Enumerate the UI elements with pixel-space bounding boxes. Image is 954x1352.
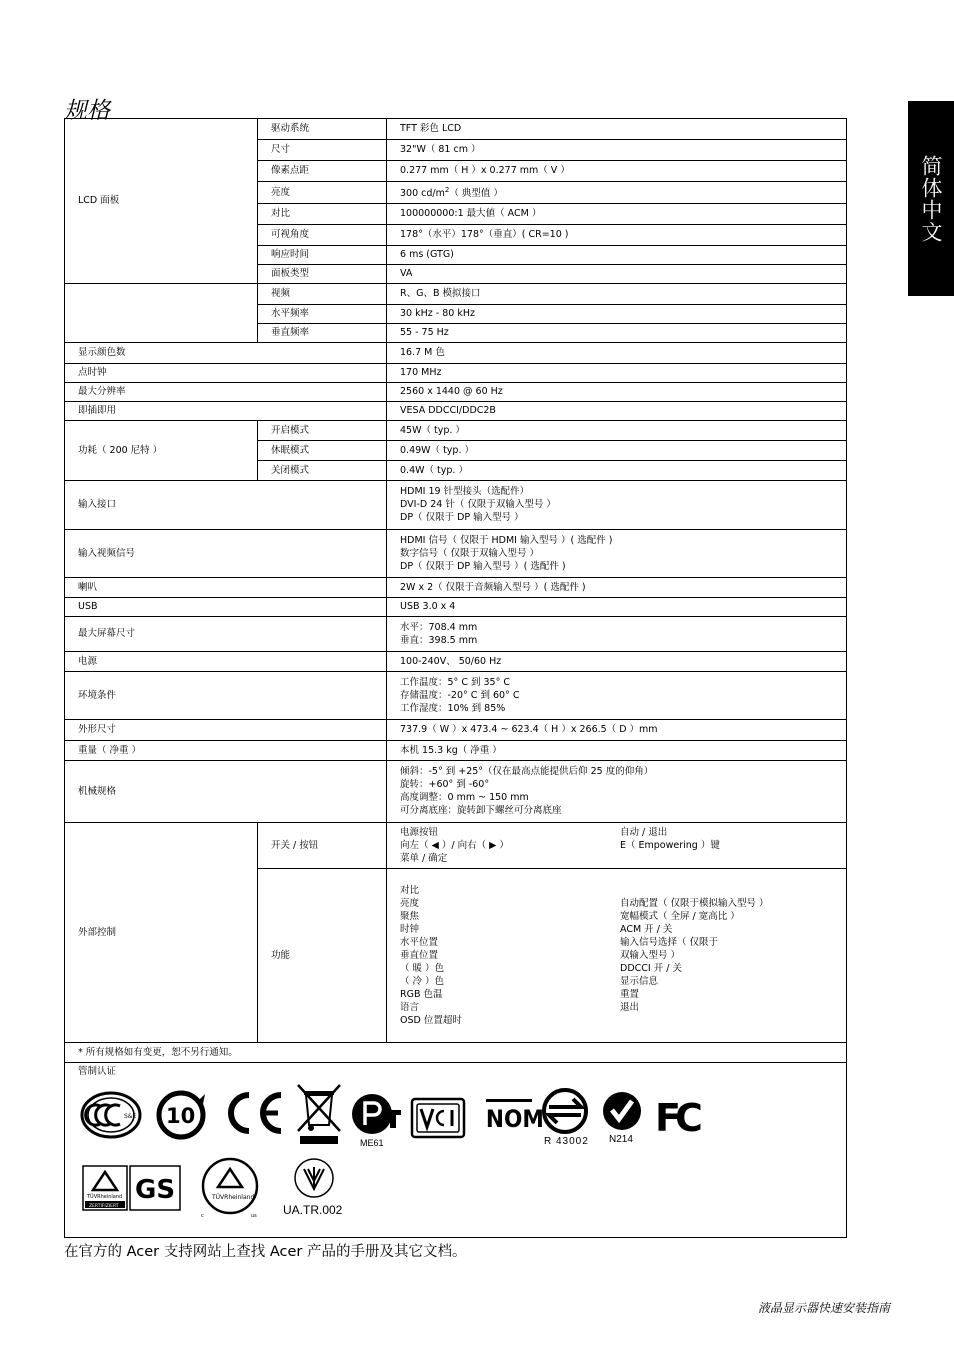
- table-row: [65, 578, 847, 598]
- table-row: [65, 421, 847, 441]
- vcci-logo: [410, 1097, 466, 1141]
- spec-key: 机械规格: [65, 761, 387, 823]
- spec-value: 100000000:1 最大値（ ACM ）: [387, 204, 847, 225]
- control-list-right: 自动 / 退出 E（ Empowering ）键: [620, 826, 720, 851]
- spec-key: 关闭模式: [258, 461, 387, 481]
- ten-year-text: 10: [166, 1104, 196, 1129]
- table-row: [65, 284, 847, 305]
- tuv-cert-text: ZERTIFIZIERT: [89, 1204, 119, 1210]
- table-row: [65, 720, 847, 741]
- spec-key: 休眠模式: [258, 441, 387, 461]
- language-tab: [908, 101, 954, 296]
- certifications-label: 管制认证: [78, 1066, 117, 1078]
- spec-value: [387, 823, 847, 869]
- table-row: [65, 823, 847, 869]
- spec-value: VA: [387, 265, 847, 284]
- group-label-power: 功耗（ 200 尼特 ）: [65, 421, 258, 481]
- superscript: 2: [444, 186, 450, 194]
- table-row: [65, 1043, 847, 1063]
- footer-text: 在官方的 Acer 支持网站上查找 Acer 产品的手册及其它文档。: [64, 1244, 467, 1260]
- spec-key: 视频: [258, 284, 387, 305]
- table-row: [65, 364, 847, 383]
- spec-value: 30 kHz - 80 kHz: [387, 305, 847, 324]
- ccc-logo: [80, 1091, 142, 1139]
- spec-key: 最大屏幕尺寸: [65, 617, 387, 652]
- spec-key: USB: [65, 598, 387, 617]
- n214-text: N214: [609, 1134, 633, 1146]
- table-row: [65, 761, 847, 823]
- spec-value-text: 300 cd/m: [400, 188, 445, 200]
- spec-key: 功能: [258, 869, 387, 1043]
- tuv-text: TÜVRheinland: [87, 1194, 123, 1201]
- spec-key: 最大分辨率: [65, 383, 387, 402]
- spec-value: 6 ms (GTG): [387, 246, 847, 265]
- spec-key: 点时钟: [65, 364, 387, 383]
- table-row: [65, 617, 847, 652]
- spec-value-text: （ 典型值 ）: [449, 188, 503, 200]
- me61-text: ME61: [360, 1138, 384, 1149]
- ua-tr-text: UA.TR.002: [283, 1203, 343, 1218]
- group-label-lcd: LCD 面板: [65, 119, 258, 284]
- spec-value: [387, 869, 847, 1043]
- spec-key: 亮度: [258, 182, 387, 204]
- spec-key: 驱动系统: [258, 119, 387, 140]
- spec-value: 0.49W（ typ. ）: [387, 441, 847, 461]
- two-column-list: [400, 884, 840, 1027]
- spec-key: 水平频率: [258, 305, 387, 324]
- spec-value: 32"W（ 81 cm ）: [387, 140, 847, 161]
- table-row: [65, 1063, 847, 1238]
- spec-key: 开启模式: [258, 421, 387, 441]
- spec-value: 水平：708.4 mm 垂直：398.5 mm: [387, 617, 847, 652]
- us-mark-text: us: [251, 1213, 257, 1220]
- spec-value: 2W x 2（ 仅限于音频输入型号 ）( 选配件 ): [387, 578, 847, 598]
- certifications-cell: [65, 1063, 847, 1238]
- table-row: [65, 119, 847, 140]
- n214-check-logo: [602, 1091, 642, 1131]
- spec-key: 外形尺寸: [65, 720, 387, 741]
- spec-note: * 所有规格如有变更，恕不另行通知。: [65, 1043, 847, 1063]
- group-label-external-controls: 外部控制: [65, 823, 258, 1043]
- language-tab-label: 简体中文: [919, 154, 943, 243]
- spec-key: 可视角度: [258, 225, 387, 246]
- spec-key: 开关 / 按钮: [258, 823, 387, 869]
- table-row: [65, 672, 847, 720]
- spec-value: USB 3.0 x 4: [387, 598, 847, 617]
- table-row: [65, 652, 847, 672]
- spec-value: 170 MHz: [387, 364, 847, 383]
- spec-value: HDMI 19 针型接头（选配件） DVI-D 24 针（ 仅限于双输入型号 ） DP（ 仅限于 DP 输入型号 ）: [387, 481, 847, 530]
- spec-value: HDMI 信号（ 仅限于 HDMI 输入型号 ）( 选配件 ) 数字信号（ 仅限于双输入型号 ） DP（ 仅限于 DP 输入型号 ）( 选配件 ): [387, 530, 847, 578]
- spec-value: 55 - 75 Hz: [387, 324, 847, 343]
- table-row: [65, 343, 847, 364]
- spec-value: TFT 彩色 LCD: [387, 119, 847, 140]
- ukraine-mark-logo: [541, 1087, 589, 1135]
- spec-key: 尺寸: [258, 140, 387, 161]
- ten-year-logo: [155, 1090, 207, 1140]
- spec-key: 像素点距: [258, 161, 387, 182]
- nom-logo: [485, 1097, 544, 1134]
- spec-table: [64, 118, 847, 1238]
- fcc-text: FC: [655, 1096, 697, 1141]
- spec-key: 响应时间: [258, 246, 387, 265]
- spec-value: 工作温度：5° C 到 35° C 存储温度：-20° C 到 60° C 工作湿度：10% 到 85%: [387, 672, 847, 720]
- spec-value: 100-240V、 50/60 Hz: [387, 652, 847, 672]
- table-row: [65, 598, 847, 617]
- spec-key: 喇叭: [65, 578, 387, 598]
- c-mark-text: c: [201, 1213, 204, 1220]
- footer-guide-title: 液晶显示器快速安装指南: [757, 1301, 890, 1315]
- spec-value: [387, 182, 847, 204]
- nom-text: NOM: [485, 1106, 544, 1134]
- spec-value: R、G、B 模拟接口: [387, 284, 847, 305]
- spec-key: 环境条件: [65, 672, 387, 720]
- spec-value: 2560 x 1440 @ 60 Hz: [387, 383, 847, 402]
- spec-value: 16.7 M 色: [387, 343, 847, 364]
- spec-key: 输入接口: [65, 481, 387, 530]
- spec-key: 对比: [258, 204, 387, 225]
- control-list-right: 自动配置（ 仅限于模拟输入型号 ） 宽幅模式（ 全屏 / 宽高比 ） ACM 开 / 关 输入信号选择（ 仅限于 双输入型号 ） DDCCI 开 / 关 显示信息 重置 退出: [620, 897, 769, 1013]
- ua-tr-logo: [293, 1157, 335, 1199]
- spec-key: 垂直频率: [258, 324, 387, 343]
- group-label-signal: [65, 284, 258, 343]
- fcc-logo: [655, 1095, 707, 1141]
- tuv-ctuvus-logo: [199, 1157, 261, 1219]
- table-row: [65, 530, 847, 578]
- table-row: [65, 481, 847, 530]
- spec-key: 重量（ 净重 ）: [65, 741, 387, 761]
- two-column-list: [400, 826, 840, 865]
- control-list-left: 电源按钮 向左（ ◀ ）/ 向右（ ▶ ） 菜单 / 确定: [400, 826, 509, 864]
- spec-key: 即插即用: [65, 402, 387, 421]
- tuv-text-2: TÜVRheinland: [212, 1194, 255, 1202]
- control-list-left: 对比 亮度 聚焦 时钟 水平位置 垂直位置 （ 暖 ）色 （ 冷 ）色 RGB 色温 语言 OSD 位置超时: [400, 884, 462, 1026]
- spec-value: 本机 15.3 kg（ 净重 ）: [387, 741, 847, 761]
- spec-key: 输入视频信号: [65, 530, 387, 578]
- spec-value: 倾斜：-5° 到 +25°（仅在最高点能提供后仰 25 度的仰角） 旋转：+60° 到 -60° 高度调整：0 mm ~ 150 mm 可分离底座：旋转卸下螺丝可分离底座: [387, 761, 847, 823]
- spec-value: 0.277 mm（ H ）x 0.277 mm（ V ）: [387, 161, 847, 182]
- spec-key: 面板类型: [258, 265, 387, 284]
- pct-logo: [351, 1093, 401, 1135]
- page-title: 规格: [64, 98, 110, 124]
- spec-value: 45W（ typ. ）: [387, 421, 847, 441]
- ccc-se-text: S&E: [124, 1113, 137, 1121]
- spec-key: 显示颜色数: [65, 343, 387, 364]
- gs-text: GS: [135, 1175, 176, 1206]
- gs-mark-logo: [129, 1165, 181, 1211]
- table-row: [65, 741, 847, 761]
- spec-value: 178°（水平）178°（垂直）( CR=10 ): [387, 225, 847, 246]
- ce-mark-logo: [223, 1089, 285, 1137]
- tuv-ergonomie-logo: [82, 1165, 130, 1213]
- spec-value: 737.9（ W ）x 473.4 ~ 623.4（ H ）x 266.5（ D ）mm: [387, 720, 847, 741]
- table-row: [65, 383, 847, 402]
- weee-bin-icon: [296, 1083, 342, 1145]
- table-row: [65, 402, 847, 421]
- spec-key: 电源: [65, 652, 387, 672]
- r43002-text: R 43002: [544, 1136, 589, 1148]
- spec-value: 0.4W（ typ. ）: [387, 461, 847, 481]
- spec-value: VESA DDCCI/DDC2B: [387, 402, 847, 421]
